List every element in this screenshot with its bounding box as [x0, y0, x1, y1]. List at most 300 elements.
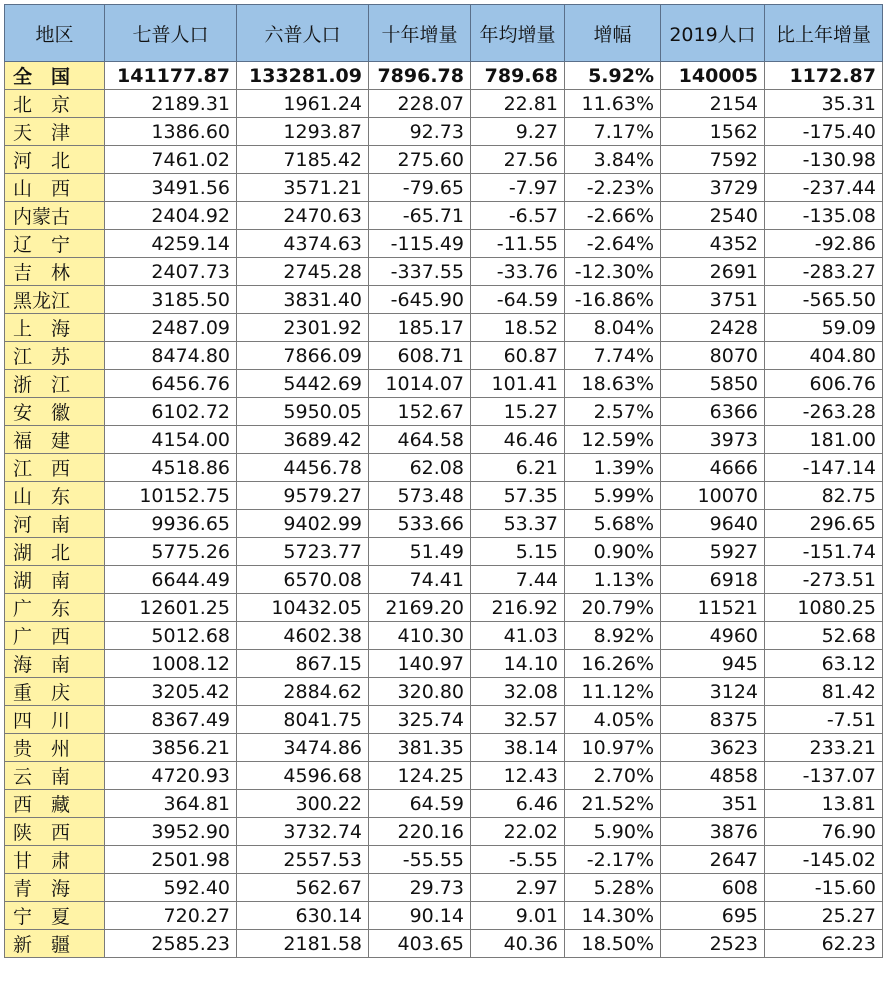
cell-yoy-increase: -565.50: [765, 286, 883, 314]
table-row: [5, 762, 883, 790]
cell-region: 贵 州: [5, 734, 105, 762]
table-row: [5, 146, 883, 174]
cell-census6: 7185.42: [237, 146, 369, 174]
cell-growth-rate: -2.17%: [565, 846, 661, 874]
cell-decade-increase: 7896.78: [369, 62, 471, 90]
cell-yoy-increase: 233.21: [765, 734, 883, 762]
cell-decade-increase: 608.71: [369, 342, 471, 370]
cell-yoy-increase: 25.27: [765, 902, 883, 930]
cell-census7: 6102.72: [105, 398, 237, 426]
header-growth-rate: 增幅: [565, 5, 661, 62]
cell-annual-increase: -5.55: [471, 846, 565, 874]
cell-census7: 364.81: [105, 790, 237, 818]
table-row: [5, 398, 883, 426]
cell-pop-2019: 3124: [661, 678, 765, 706]
cell-pop-2019: 140005: [661, 62, 765, 90]
cell-region: 新 疆: [5, 930, 105, 958]
cell-growth-rate: 2.57%: [565, 398, 661, 426]
table-row: [5, 426, 883, 454]
cell-census7: 3185.50: [105, 286, 237, 314]
cell-growth-rate: -2.64%: [565, 230, 661, 258]
cell-census6: 2557.53: [237, 846, 369, 874]
cell-census6: 4374.63: [237, 230, 369, 258]
cell-annual-increase: 38.14: [471, 734, 565, 762]
table-row: [5, 230, 883, 258]
cell-census7: 12601.25: [105, 594, 237, 622]
cell-annual-increase: 6.21: [471, 454, 565, 482]
cell-growth-rate: 21.52%: [565, 790, 661, 818]
cell-yoy-increase: -273.51: [765, 566, 883, 594]
header-region: 地区: [5, 5, 105, 62]
cell-census6: 9402.99: [237, 510, 369, 538]
cell-growth-rate: -12.30%: [565, 258, 661, 286]
cell-region: 青 海: [5, 874, 105, 902]
cell-decade-increase: 464.58: [369, 426, 471, 454]
cell-annual-increase: 5.15: [471, 538, 565, 566]
cell-pop-2019: 4666: [661, 454, 765, 482]
table-row: [5, 370, 883, 398]
cell-region: 江 西: [5, 454, 105, 482]
cell-annual-increase: 101.41: [471, 370, 565, 398]
cell-census6: 6570.08: [237, 566, 369, 594]
cell-annual-increase: 15.27: [471, 398, 565, 426]
table-row: [5, 90, 883, 118]
cell-census6: 2470.63: [237, 202, 369, 230]
cell-growth-rate: 11.12%: [565, 678, 661, 706]
cell-census6: 5723.77: [237, 538, 369, 566]
cell-region: 全 国: [5, 62, 105, 90]
cell-region: 北 京: [5, 90, 105, 118]
cell-pop-2019: 6366: [661, 398, 765, 426]
cell-decade-increase: 381.35: [369, 734, 471, 762]
cell-census6: 133281.09: [237, 62, 369, 90]
cell-yoy-increase: 1172.87: [765, 62, 883, 90]
cell-growth-rate: 5.28%: [565, 874, 661, 902]
cell-census7: 1386.60: [105, 118, 237, 146]
cell-growth-rate: 7.17%: [565, 118, 661, 146]
cell-decade-increase: 124.25: [369, 762, 471, 790]
cell-pop-2019: 11521: [661, 594, 765, 622]
cell-yoy-increase: 181.00: [765, 426, 883, 454]
cell-yoy-increase: 82.75: [765, 482, 883, 510]
cell-yoy-increase: -92.86: [765, 230, 883, 258]
cell-census7: 3952.90: [105, 818, 237, 846]
cell-annual-increase: -11.55: [471, 230, 565, 258]
cell-pop-2019: 3729: [661, 174, 765, 202]
cell-pop-2019: 5927: [661, 538, 765, 566]
cell-growth-rate: 4.05%: [565, 706, 661, 734]
cell-pop-2019: 2428: [661, 314, 765, 342]
cell-pop-2019: 2523: [661, 930, 765, 958]
cell-pop-2019: 2154: [661, 90, 765, 118]
cell-decade-increase: -115.49: [369, 230, 471, 258]
cell-yoy-increase: -237.44: [765, 174, 883, 202]
cell-yoy-increase: 63.12: [765, 650, 883, 678]
cell-pop-2019: 695: [661, 902, 765, 930]
cell-decade-increase: -645.90: [369, 286, 471, 314]
cell-pop-2019: 4352: [661, 230, 765, 258]
cell-region: 四 川: [5, 706, 105, 734]
cell-pop-2019: 2647: [661, 846, 765, 874]
cell-census7: 2404.92: [105, 202, 237, 230]
cell-region: 广 西: [5, 622, 105, 650]
table-row: [5, 314, 883, 342]
population-table-container: [4, 4, 882, 994]
cell-decade-increase: -337.55: [369, 258, 471, 286]
population-table: [4, 4, 883, 958]
cell-growth-rate: 8.92%: [565, 622, 661, 650]
cell-census7: 9936.65: [105, 510, 237, 538]
cell-pop-2019: 608: [661, 874, 765, 902]
cell-pop-2019: 2540: [661, 202, 765, 230]
cell-pop-2019: 945: [661, 650, 765, 678]
cell-decade-increase: 92.73: [369, 118, 471, 146]
cell-census6: 5950.05: [237, 398, 369, 426]
cell-yoy-increase: -130.98: [765, 146, 883, 174]
cell-annual-increase: 41.03: [471, 622, 565, 650]
cell-region: 河 北: [5, 146, 105, 174]
cell-annual-increase: 18.52: [471, 314, 565, 342]
cell-census6: 4602.38: [237, 622, 369, 650]
cell-census6: 300.22: [237, 790, 369, 818]
cell-yoy-increase: 59.09: [765, 314, 883, 342]
table-row: [5, 482, 883, 510]
cell-decade-increase: 275.60: [369, 146, 471, 174]
cell-annual-increase: 32.08: [471, 678, 565, 706]
cell-decade-increase: 140.97: [369, 650, 471, 678]
table-row: [5, 62, 883, 90]
cell-annual-increase: -33.76: [471, 258, 565, 286]
cell-census6: 1961.24: [237, 90, 369, 118]
cell-census6: 10432.05: [237, 594, 369, 622]
cell-decade-increase: -55.55: [369, 846, 471, 874]
cell-pop-2019: 10070: [661, 482, 765, 510]
cell-annual-increase: 6.46: [471, 790, 565, 818]
cell-region: 广 东: [5, 594, 105, 622]
cell-yoy-increase: 404.80: [765, 342, 883, 370]
cell-census6: 3732.74: [237, 818, 369, 846]
header-row: [5, 5, 883, 62]
cell-decade-increase: 403.65: [369, 930, 471, 958]
cell-census6: 562.67: [237, 874, 369, 902]
cell-region: 内蒙古: [5, 202, 105, 230]
cell-region: 海 南: [5, 650, 105, 678]
header-annual-increase: 年均增量: [471, 5, 565, 62]
cell-annual-increase: 14.10: [471, 650, 565, 678]
cell-yoy-increase: -151.74: [765, 538, 883, 566]
cell-census7: 141177.87: [105, 62, 237, 90]
cell-census6: 2181.58: [237, 930, 369, 958]
cell-growth-rate: 18.63%: [565, 370, 661, 398]
cell-decade-increase: 410.30: [369, 622, 471, 650]
cell-growth-rate: 8.04%: [565, 314, 661, 342]
cell-census6: 2884.62: [237, 678, 369, 706]
cell-growth-rate: 7.74%: [565, 342, 661, 370]
cell-annual-increase: 12.43: [471, 762, 565, 790]
cell-census7: 6456.76: [105, 370, 237, 398]
cell-yoy-increase: -7.51: [765, 706, 883, 734]
table-row: [5, 650, 883, 678]
cell-growth-rate: -2.66%: [565, 202, 661, 230]
cell-decade-increase: 533.66: [369, 510, 471, 538]
cell-growth-rate: 2.70%: [565, 762, 661, 790]
cell-annual-increase: 7.44: [471, 566, 565, 594]
cell-annual-increase: -6.57: [471, 202, 565, 230]
cell-yoy-increase: 606.76: [765, 370, 883, 398]
cell-growth-rate: 20.79%: [565, 594, 661, 622]
cell-pop-2019: 4858: [661, 762, 765, 790]
cell-census7: 2189.31: [105, 90, 237, 118]
cell-annual-increase: 216.92: [471, 594, 565, 622]
cell-decade-increase: 185.17: [369, 314, 471, 342]
cell-census7: 7461.02: [105, 146, 237, 174]
cell-region: 湖 北: [5, 538, 105, 566]
cell-census7: 8474.80: [105, 342, 237, 370]
cell-growth-rate: 14.30%: [565, 902, 661, 930]
cell-decade-increase: 74.41: [369, 566, 471, 594]
cell-region: 湖 南: [5, 566, 105, 594]
table-row: [5, 538, 883, 566]
cell-annual-increase: 27.56: [471, 146, 565, 174]
cell-yoy-increase: 62.23: [765, 930, 883, 958]
cell-region: 辽 宁: [5, 230, 105, 258]
cell-region: 安 徽: [5, 398, 105, 426]
cell-decade-increase: 573.48: [369, 482, 471, 510]
cell-annual-increase: 9.01: [471, 902, 565, 930]
header-census7: 七普人口: [105, 5, 237, 62]
cell-region: 重 庆: [5, 678, 105, 706]
cell-annual-increase: 53.37: [471, 510, 565, 538]
cell-region: 黑龙江: [5, 286, 105, 314]
table-row: [5, 706, 883, 734]
cell-growth-rate: 18.50%: [565, 930, 661, 958]
cell-yoy-increase: -283.27: [765, 258, 883, 286]
cell-growth-rate: 10.97%: [565, 734, 661, 762]
cell-pop-2019: 3973: [661, 426, 765, 454]
cell-yoy-increase: 35.31: [765, 90, 883, 118]
cell-census6: 2745.28: [237, 258, 369, 286]
cell-growth-rate: -16.86%: [565, 286, 661, 314]
cell-census7: 3856.21: [105, 734, 237, 762]
table-row: [5, 930, 883, 958]
table-row: [5, 818, 883, 846]
cell-census7: 4259.14: [105, 230, 237, 258]
cell-yoy-increase: -15.60: [765, 874, 883, 902]
header-census6: 六普人口: [237, 5, 369, 62]
cell-census6: 4596.68: [237, 762, 369, 790]
cell-census7: 2501.98: [105, 846, 237, 874]
cell-growth-rate: 5.68%: [565, 510, 661, 538]
cell-pop-2019: 7592: [661, 146, 765, 174]
cell-yoy-increase: -137.07: [765, 762, 883, 790]
cell-growth-rate: 11.63%: [565, 90, 661, 118]
cell-census7: 592.40: [105, 874, 237, 902]
cell-region: 山 西: [5, 174, 105, 202]
cell-census7: 6644.49: [105, 566, 237, 594]
cell-decade-increase: 1014.07: [369, 370, 471, 398]
cell-census6: 630.14: [237, 902, 369, 930]
cell-decade-increase: 62.08: [369, 454, 471, 482]
cell-region: 陕 西: [5, 818, 105, 846]
cell-region: 西 藏: [5, 790, 105, 818]
cell-pop-2019: 3751: [661, 286, 765, 314]
cell-growth-rate: 5.90%: [565, 818, 661, 846]
cell-pop-2019: 4960: [661, 622, 765, 650]
cell-yoy-increase: -263.28: [765, 398, 883, 426]
cell-annual-increase: 60.87: [471, 342, 565, 370]
cell-growth-rate: 16.26%: [565, 650, 661, 678]
cell-yoy-increase: 81.42: [765, 678, 883, 706]
table-row: [5, 594, 883, 622]
table-row: [5, 874, 883, 902]
cell-annual-increase: 57.35: [471, 482, 565, 510]
cell-pop-2019: 3876: [661, 818, 765, 846]
table-row: [5, 286, 883, 314]
cell-yoy-increase: 52.68: [765, 622, 883, 650]
cell-annual-increase: 46.46: [471, 426, 565, 454]
cell-census7: 720.27: [105, 902, 237, 930]
cell-census7: 2487.09: [105, 314, 237, 342]
table-row: [5, 734, 883, 762]
cell-growth-rate: 5.99%: [565, 482, 661, 510]
cell-yoy-increase: -135.08: [765, 202, 883, 230]
cell-growth-rate: 12.59%: [565, 426, 661, 454]
cell-annual-increase: 32.57: [471, 706, 565, 734]
cell-yoy-increase: -147.14: [765, 454, 883, 482]
cell-decade-increase: -65.71: [369, 202, 471, 230]
cell-decade-increase: 325.74: [369, 706, 471, 734]
cell-census6: 3689.42: [237, 426, 369, 454]
cell-census7: 4720.93: [105, 762, 237, 790]
cell-decade-increase: 152.67: [369, 398, 471, 426]
cell-decade-increase: 64.59: [369, 790, 471, 818]
cell-pop-2019: 8070: [661, 342, 765, 370]
table-row: [5, 454, 883, 482]
table-row: [5, 902, 883, 930]
cell-region: 吉 林: [5, 258, 105, 286]
cell-yoy-increase: 13.81: [765, 790, 883, 818]
cell-region: 宁 夏: [5, 902, 105, 930]
cell-pop-2019: 6918: [661, 566, 765, 594]
header-yoy-increase: 比上年增量: [765, 5, 883, 62]
table-body: [5, 62, 883, 958]
table-row: [5, 202, 883, 230]
table-row: [5, 678, 883, 706]
cell-census7: 4154.00: [105, 426, 237, 454]
cell-yoy-increase: 76.90: [765, 818, 883, 846]
cell-census7: 3205.42: [105, 678, 237, 706]
cell-census6: 3571.21: [237, 174, 369, 202]
cell-census7: 5775.26: [105, 538, 237, 566]
cell-pop-2019: 2691: [661, 258, 765, 286]
cell-decade-increase: 29.73: [369, 874, 471, 902]
cell-census6: 8041.75: [237, 706, 369, 734]
cell-decade-increase: 90.14: [369, 902, 471, 930]
cell-pop-2019: 5850: [661, 370, 765, 398]
cell-region: 河 南: [5, 510, 105, 538]
cell-pop-2019: 8375: [661, 706, 765, 734]
cell-pop-2019: 351: [661, 790, 765, 818]
table-row: [5, 342, 883, 370]
cell-annual-increase: 789.68: [471, 62, 565, 90]
header-pop-2019: 2019人口: [661, 5, 765, 62]
cell-census6: 3831.40: [237, 286, 369, 314]
cell-decade-increase: -79.65: [369, 174, 471, 202]
cell-decade-increase: 220.16: [369, 818, 471, 846]
cell-census6: 2301.92: [237, 314, 369, 342]
cell-census7: 4518.86: [105, 454, 237, 482]
table-row: [5, 510, 883, 538]
cell-yoy-increase: 296.65: [765, 510, 883, 538]
cell-decade-increase: 51.49: [369, 538, 471, 566]
cell-region: 福 建: [5, 426, 105, 454]
cell-annual-increase: 9.27: [471, 118, 565, 146]
cell-decade-increase: 228.07: [369, 90, 471, 118]
cell-census7: 5012.68: [105, 622, 237, 650]
cell-decade-increase: 2169.20: [369, 594, 471, 622]
cell-pop-2019: 1562: [661, 118, 765, 146]
table-row: [5, 846, 883, 874]
cell-growth-rate: 3.84%: [565, 146, 661, 174]
cell-census7: 3491.56: [105, 174, 237, 202]
cell-census7: 8367.49: [105, 706, 237, 734]
cell-census7: 10152.75: [105, 482, 237, 510]
cell-decade-increase: 320.80: [369, 678, 471, 706]
table-row: [5, 118, 883, 146]
table-row: [5, 790, 883, 818]
cell-census6: 5442.69: [237, 370, 369, 398]
cell-region: 甘 肃: [5, 846, 105, 874]
cell-annual-increase: 22.81: [471, 90, 565, 118]
cell-growth-rate: 0.90%: [565, 538, 661, 566]
table-row: [5, 622, 883, 650]
cell-region: 江 苏: [5, 342, 105, 370]
cell-growth-rate: 5.92%: [565, 62, 661, 90]
cell-growth-rate: 1.39%: [565, 454, 661, 482]
table-row: [5, 566, 883, 594]
cell-census6: 1293.87: [237, 118, 369, 146]
cell-growth-rate: -2.23%: [565, 174, 661, 202]
cell-annual-increase: -64.59: [471, 286, 565, 314]
table-row: [5, 258, 883, 286]
cell-census6: 867.15: [237, 650, 369, 678]
header-decade-increase: 十年增量: [369, 5, 471, 62]
cell-region: 天 津: [5, 118, 105, 146]
cell-pop-2019: 3623: [661, 734, 765, 762]
cell-region: 山 东: [5, 482, 105, 510]
cell-region: 云 南: [5, 762, 105, 790]
cell-census6: 3474.86: [237, 734, 369, 762]
cell-census7: 1008.12: [105, 650, 237, 678]
cell-growth-rate: 1.13%: [565, 566, 661, 594]
cell-annual-increase: 22.02: [471, 818, 565, 846]
cell-pop-2019: 9640: [661, 510, 765, 538]
cell-yoy-increase: 1080.25: [765, 594, 883, 622]
cell-census7: 2407.73: [105, 258, 237, 286]
cell-census7: 2585.23: [105, 930, 237, 958]
cell-census6: 4456.78: [237, 454, 369, 482]
cell-yoy-increase: -175.40: [765, 118, 883, 146]
table-row: [5, 174, 883, 202]
cell-census6: 7866.09: [237, 342, 369, 370]
cell-region: 上 海: [5, 314, 105, 342]
cell-census6: 9579.27: [237, 482, 369, 510]
cell-region: 浙 江: [5, 370, 105, 398]
cell-annual-increase: -7.97: [471, 174, 565, 202]
cell-annual-increase: 40.36: [471, 930, 565, 958]
cell-yoy-increase: -145.02: [765, 846, 883, 874]
cell-annual-increase: 2.97: [471, 874, 565, 902]
